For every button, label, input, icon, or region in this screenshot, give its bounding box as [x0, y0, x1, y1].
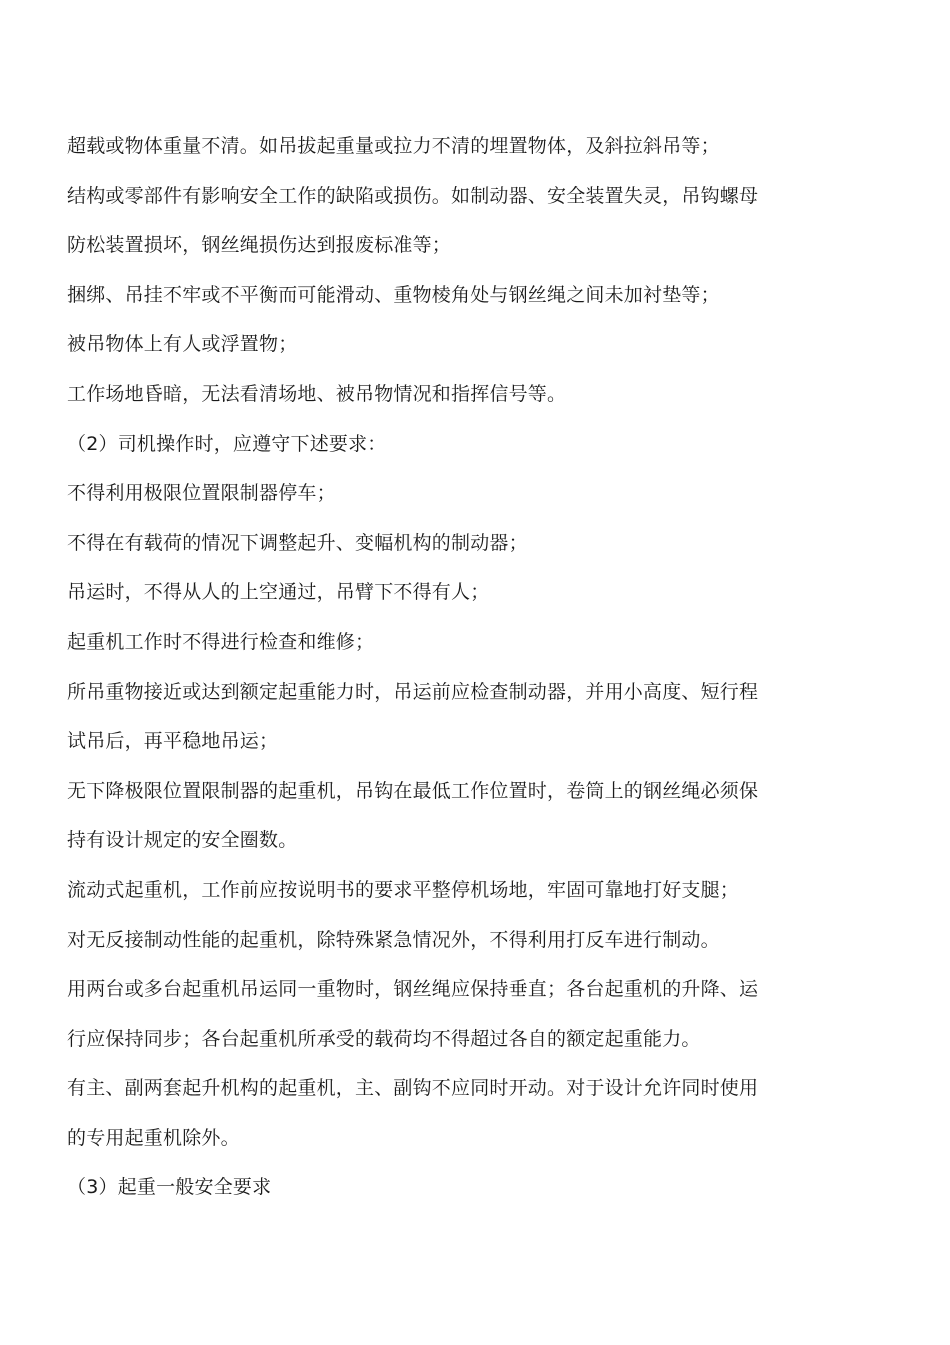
text-line: 行应保持同步；各台起重机所承受的载荷均不得超过各自的额定起重能力。: [67, 1027, 701, 1050]
document-body: [67, 122, 827, 1213]
text-line: 不得利用极限位置限制器停车；: [67, 482, 336, 505]
text-line: 起重机工作时不得进行检查和维修；: [67, 630, 375, 653]
text-line: 所吊重物接近或达到额定起重能力时，吊运前应检查制动器，并用小高度、短行程: [67, 680, 759, 703]
text-line: 对无反接制动性能的起重机，除特殊紧急情况外，不得利用打反车进行制动。: [67, 928, 720, 951]
text-line: 无下降极限位置限制器的起重机，吊钩在最低工作位置时，卷筒上的钢丝绳必须保: [67, 779, 759, 802]
text-line: 用两台或多台起重机吊运同一重物时，钢丝绳应保持垂直；各台起重机的升降、运: [67, 978, 759, 1001]
section-heading: （3）起重一般安全要求: [67, 1176, 272, 1199]
text-line: 工作场地昏暗，无法看清场地、被吊物情况和指挥信号等。: [67, 382, 567, 405]
text-line: 有主、副两套起升机构的起重机，主、副钩不应同时开动。对于设计允许同时使用: [67, 1077, 759, 1100]
text-line: 吊运时，不得从人的上空通过，吊臂下不得有人；: [67, 581, 490, 604]
text-line: 捆绑、吊挂不牢或不平衡而可能滑动、重物棱角处与钢丝绳之间未加衬垫等；: [67, 283, 720, 306]
text-line: 被吊物体上有人或浮置物；: [67, 333, 298, 356]
section-heading: （2）司机操作时，应遵守下述要求：: [67, 432, 387, 455]
text-line: 流动式起重机，工作前应按说明书的要求平整停机场地，牢固可靠地打好支腿；: [67, 878, 740, 901]
text-line: 持有设计规定的安全圈数。: [67, 829, 298, 852]
text-line: 的专用起重机除外。: [67, 1126, 240, 1149]
text-line: 不得在有载荷的情况下调整起升、变幅机构的制动器；: [67, 531, 528, 554]
text-line: 试吊后，再平稳地吊运；: [67, 730, 279, 753]
text-line: 超载或物体重量不清。如吊拔起重量或拉力不清的埋置物体，及斜拉斜吊等；: [67, 135, 720, 157]
text-line: 结构或零部件有影响安全工作的缺陷或损伤。如制动器、安全装置失灵，吊钩螺母: [67, 184, 759, 207]
text-line: 防松装置损坏，钢丝绳损伤达到报废标准等；: [67, 234, 452, 257]
